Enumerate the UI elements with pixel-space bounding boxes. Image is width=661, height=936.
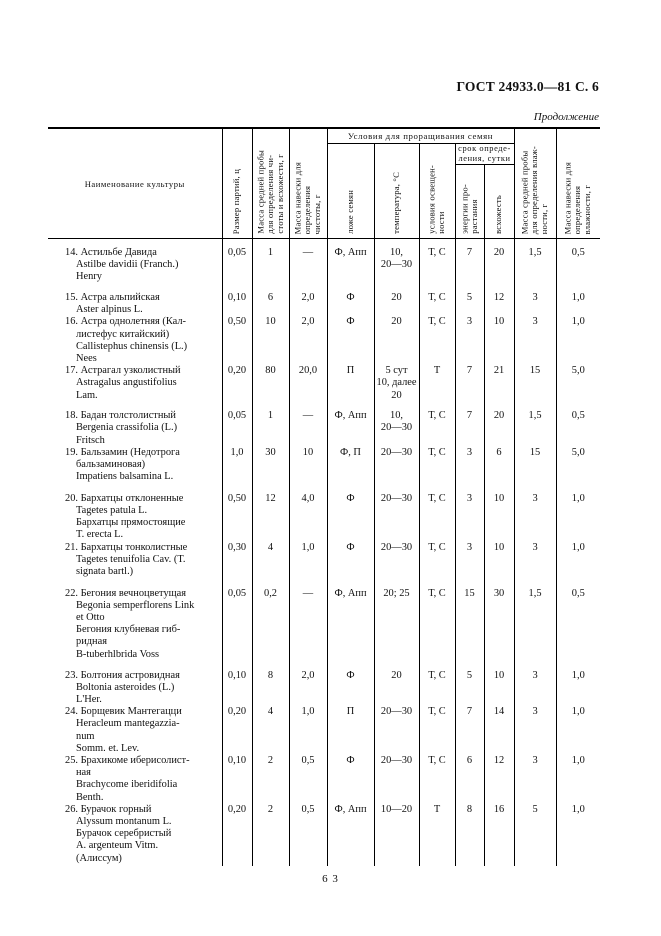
avg-sample-moisture-cell: 3 bbox=[514, 670, 556, 707]
column-header-weigh-purity: Масса навески для определения чистоты, г bbox=[289, 128, 327, 239]
culture-name-line: Astragalus angustifolius bbox=[76, 377, 177, 389]
culture-name-line: 18. Бадан толстолистный bbox=[65, 410, 176, 422]
column-header-weigh-moisture: Масса навески для определения влажности, г bbox=[556, 128, 600, 239]
germination-cell: 21 bbox=[484, 365, 514, 410]
avg-sample-moisture-cell: 3 bbox=[514, 542, 556, 588]
lot-size-cell: 0,05 bbox=[222, 588, 252, 670]
lot-size-cell: 0,05 bbox=[222, 410, 252, 447]
culture-name-line: B-tuberhlbrida Voss bbox=[76, 648, 160, 660]
column-header-lighting: условия освещен- ности bbox=[419, 144, 455, 239]
seed-bed-cell: П bbox=[327, 706, 374, 755]
culture-name-line: num bbox=[76, 730, 95, 742]
document-header: ГОСТ 24933.0—81 С. 6 bbox=[456, 79, 599, 94]
culture-name-line: L'Her. bbox=[76, 694, 102, 706]
culture-name-line: Callistephus chinensis (L.) bbox=[76, 340, 188, 352]
culture-name-line: 26. Бурачок горный bbox=[65, 803, 152, 815]
weigh-moisture-cell: 5,0 bbox=[556, 447, 600, 493]
culture-name-line: A. argenteum Vitm. bbox=[76, 840, 159, 852]
avg-sample-moisture-cell: 3 bbox=[514, 755, 556, 804]
culture-name-cell bbox=[48, 292, 222, 316]
germination-energy-cell: 7 bbox=[455, 239, 484, 293]
culture-name-cell bbox=[48, 447, 222, 493]
column-header-energy: энергии про- растания bbox=[455, 165, 484, 239]
table-row bbox=[48, 239, 600, 293]
culture-name-line: T. erecta L. bbox=[76, 529, 124, 541]
seed-bed-cell: Ф bbox=[327, 542, 374, 588]
seed-bed-cell: П bbox=[327, 365, 374, 410]
culture-name-cell bbox=[48, 804, 222, 866]
culture-name-line: 16. Астра однолетняя (Кал- bbox=[65, 316, 186, 328]
germination-cell: 12 bbox=[484, 292, 514, 316]
table-row bbox=[48, 292, 600, 316]
temperature-cell: 10, 20—30 bbox=[374, 239, 419, 293]
culture-name-line: Boltonia asteroides (L.) bbox=[76, 681, 175, 693]
seed-bed-cell: Ф bbox=[327, 493, 374, 542]
weigh-moisture-cell: 1,0 bbox=[556, 755, 600, 804]
weigh-moisture-cell: 1,0 bbox=[556, 542, 600, 588]
weigh-moisture-cell: 5,0 bbox=[556, 365, 600, 410]
lighting-cell: Т, С bbox=[419, 447, 455, 493]
avg-sample-moisture-cell: 3 bbox=[514, 493, 556, 542]
avg-sample-cell: 4 bbox=[252, 706, 289, 755]
culture-name-line: Fritsch bbox=[76, 434, 105, 446]
germination-energy-cell: 3 bbox=[455, 493, 484, 542]
lot-size-cell: 0,50 bbox=[222, 316, 252, 365]
culture-name-line: ридная bbox=[76, 636, 107, 648]
table-row bbox=[48, 542, 600, 588]
avg-sample-cell: 1 bbox=[252, 239, 289, 293]
avg-sample-moisture-cell: 15 bbox=[514, 447, 556, 493]
culture-name-line: Bergenia crassifolia (L.) bbox=[76, 422, 178, 434]
culture-name-line: 23. Болтония астровидная bbox=[65, 669, 180, 681]
germination-energy-cell: 7 bbox=[455, 706, 484, 755]
seed-bed-cell: Ф, Апп bbox=[327, 239, 374, 293]
seed-bed-cell: Ф bbox=[327, 316, 374, 365]
lot-size-cell: 0,10 bbox=[222, 292, 252, 316]
lot-size-cell: 0,10 bbox=[222, 670, 252, 707]
table-row bbox=[48, 706, 600, 755]
culture-name-line: листефус китайский) bbox=[76, 328, 170, 340]
culture-name-line: Бархатцы прямостоящие bbox=[76, 517, 186, 529]
culture-name-line: 21. Бархатцы тонколистные bbox=[65, 541, 188, 553]
germination-cell: 20 bbox=[484, 239, 514, 293]
weigh-moisture-cell: 1,0 bbox=[556, 292, 600, 316]
culture-name-line: Henry bbox=[76, 271, 102, 283]
table-row bbox=[48, 755, 600, 804]
avg-sample-cell: 12 bbox=[252, 493, 289, 542]
culture-name-cell bbox=[48, 365, 222, 410]
germination-cell: 14 bbox=[484, 706, 514, 755]
temperature-cell: 20; 25 bbox=[374, 588, 419, 670]
lighting-cell: Т bbox=[419, 365, 455, 410]
lot-size-cell: 0,05 bbox=[222, 239, 252, 293]
weigh-moisture-cell: 1,0 bbox=[556, 670, 600, 707]
weigh-purity-cell: 4,0 bbox=[289, 493, 327, 542]
germination-energy-cell: 3 bbox=[455, 447, 484, 493]
weigh-purity-cell: 0,5 bbox=[289, 804, 327, 866]
germination-energy-cell: 3 bbox=[455, 542, 484, 588]
avg-sample-moisture-cell: 3 bbox=[514, 706, 556, 755]
lot-size-cell: 0,10 bbox=[222, 755, 252, 804]
culture-name-line: 17. Астрагал узколистный bbox=[65, 365, 181, 377]
germination-cell: 10 bbox=[484, 316, 514, 365]
lighting-cell: Т bbox=[419, 804, 455, 866]
germination-cell: 12 bbox=[484, 755, 514, 804]
lot-size-cell: 0,20 bbox=[222, 706, 252, 755]
culture-name-line: (Алиссум) bbox=[76, 852, 122, 864]
temperature-cell: 20 bbox=[374, 316, 419, 365]
continuation-label: Продолжение bbox=[533, 111, 599, 123]
germination-cell: 10 bbox=[484, 542, 514, 588]
culture-name-line: Tagetes patula L. bbox=[76, 505, 148, 517]
table-row bbox=[48, 410, 600, 447]
germination-energy-cell: 7 bbox=[455, 410, 484, 447]
lighting-cell: Т, С bbox=[419, 493, 455, 542]
avg-sample-cell: 2 bbox=[252, 755, 289, 804]
culture-name-cell bbox=[48, 755, 222, 804]
weigh-moisture-cell: 1,0 bbox=[556, 493, 600, 542]
temperature-cell: 20—30 bbox=[374, 447, 419, 493]
temperature-cell: 20—30 bbox=[374, 493, 419, 542]
lighting-cell: Т, С bbox=[419, 292, 455, 316]
culture-name-line: Lam. bbox=[76, 389, 98, 401]
table-row bbox=[48, 588, 600, 670]
avg-sample-moisture-cell: 15 bbox=[514, 365, 556, 410]
culture-name-line: 25. Брахикоме иберисолист- bbox=[65, 755, 190, 767]
weigh-purity-cell: — bbox=[289, 410, 327, 447]
lot-size-cell: 0,20 bbox=[222, 365, 252, 410]
culture-name-line: et Otto bbox=[76, 612, 105, 624]
weigh-purity-cell: 20,0 bbox=[289, 365, 327, 410]
lighting-cell: Т, С bbox=[419, 588, 455, 670]
temperature-cell: 20 bbox=[374, 670, 419, 707]
weigh-moisture-cell: 1,0 bbox=[556, 706, 600, 755]
culture-name-line: ная bbox=[76, 767, 91, 779]
lot-size-cell: 0,20 bbox=[222, 804, 252, 866]
table-row bbox=[48, 670, 600, 707]
germination-cell: 10 bbox=[484, 493, 514, 542]
lighting-cell: Т, С bbox=[419, 706, 455, 755]
germination-cell: 10 bbox=[484, 670, 514, 707]
culture-name-line: Tagetes tenuifolia Cav. (T. bbox=[76, 553, 186, 565]
lot-size-cell: 0,30 bbox=[222, 542, 252, 588]
avg-sample-cell: 10 bbox=[252, 316, 289, 365]
column-header-temperature: температура, °С bbox=[374, 144, 419, 239]
avg-sample-cell: 80 bbox=[252, 365, 289, 410]
weigh-moisture-cell: 0,5 bbox=[556, 410, 600, 447]
weigh-purity-cell: 1,0 bbox=[289, 542, 327, 588]
column-group-period: срок опреде- ления, сутки bbox=[455, 144, 514, 165]
column-header-avg-sample: Масса средней пробы для определения чи- стоты и всхожести, г bbox=[252, 128, 289, 239]
table-row bbox=[48, 493, 600, 542]
culture-name-line: Brachycome iberidifolia bbox=[76, 779, 178, 791]
culture-name-line: бальзаминовая) bbox=[76, 459, 146, 471]
table-row bbox=[48, 447, 600, 493]
avg-sample-cell: 1 bbox=[252, 410, 289, 447]
lighting-cell: Т, С bbox=[419, 755, 455, 804]
seed-bed-cell: Ф, Апп bbox=[327, 588, 374, 670]
seed-testing-table bbox=[48, 127, 600, 866]
avg-sample-moisture-cell: 1,5 bbox=[514, 239, 556, 293]
temperature-cell: 5 сут 10, далее 20 bbox=[374, 365, 419, 410]
avg-sample-moisture-cell: 3 bbox=[514, 316, 556, 365]
culture-name-line: Бегония клубневая гиб- bbox=[76, 624, 181, 636]
culture-name-line: 24. Борщевик Мантегацци bbox=[65, 706, 182, 718]
culture-name-line: Nees bbox=[76, 353, 97, 365]
lighting-cell: Т, С bbox=[419, 410, 455, 447]
weigh-purity-cell: 1,0 bbox=[289, 706, 327, 755]
weigh-moisture-cell: 1,0 bbox=[556, 804, 600, 866]
column-header-germination: всхожесть bbox=[484, 165, 514, 239]
weigh-purity-cell: 10 bbox=[289, 447, 327, 493]
seed-bed-cell: Ф bbox=[327, 670, 374, 707]
germination-energy-cell: 15 bbox=[455, 588, 484, 670]
culture-name-line: Somm. et. Lev. bbox=[76, 742, 140, 754]
culture-name-line: Benth. bbox=[76, 791, 104, 803]
column-header-lot-size: Размер партий, ц bbox=[222, 128, 252, 239]
weigh-moisture-cell: 1,0 bbox=[556, 316, 600, 365]
culture-name-line: Бурачок серебристый bbox=[76, 828, 172, 840]
lot-size-cell: 1,0 bbox=[222, 447, 252, 493]
avg-sample-moisture-cell: 3 bbox=[514, 292, 556, 316]
lighting-cell: Т, С bbox=[419, 316, 455, 365]
culture-name-line: 15. Астра альпийская bbox=[65, 292, 160, 303]
culture-name-line: signata bartl.) bbox=[76, 566, 134, 578]
weigh-purity-cell: 2,0 bbox=[289, 316, 327, 365]
weigh-purity-cell: 0,5 bbox=[289, 755, 327, 804]
germination-cell: 16 bbox=[484, 804, 514, 866]
culture-name-line: Aster alpinus L. bbox=[76, 304, 143, 316]
temperature-cell: 10—20 bbox=[374, 804, 419, 866]
column-group-conditions: Условия для проращивания семян bbox=[327, 128, 514, 144]
weigh-purity-cell: — bbox=[289, 588, 327, 670]
culture-name-cell bbox=[48, 706, 222, 755]
germination-cell: 30 bbox=[484, 588, 514, 670]
seed-bed-cell: Ф bbox=[327, 292, 374, 316]
temperature-cell: 20 bbox=[374, 292, 419, 316]
temperature-cell: 20—30 bbox=[374, 706, 419, 755]
table-row bbox=[48, 316, 600, 365]
culture-name-line: 19. Бальзамин (Недотрога bbox=[65, 446, 180, 458]
lighting-cell: Т, С bbox=[419, 542, 455, 588]
weigh-moisture-cell: 0,5 bbox=[556, 239, 600, 293]
culture-name-line: Heracleum mantegazzia- bbox=[76, 718, 180, 730]
germination-energy-cell: 8 bbox=[455, 804, 484, 866]
temperature-cell: 20—30 bbox=[374, 755, 419, 804]
avg-sample-cell: 30 bbox=[252, 447, 289, 493]
avg-sample-moisture-cell: 1,5 bbox=[514, 588, 556, 670]
column-header-bed: ложе семян bbox=[327, 144, 374, 239]
column-header-name: Наименование культуры bbox=[48, 128, 222, 239]
seed-bed-cell: Ф, Апп bbox=[327, 410, 374, 447]
germination-energy-cell: 5 bbox=[455, 670, 484, 707]
table-row bbox=[48, 365, 600, 410]
weigh-purity-cell: — bbox=[289, 239, 327, 293]
weigh-purity-cell: 2,0 bbox=[289, 670, 327, 707]
page-number: 6 3 bbox=[322, 873, 339, 885]
germination-cell: 6 bbox=[484, 447, 514, 493]
avg-sample-cell: 8 bbox=[252, 670, 289, 707]
germination-energy-cell: 5 bbox=[455, 292, 484, 316]
culture-name-line: Begonia semperflorens Link bbox=[76, 599, 195, 611]
avg-sample-cell: 4 bbox=[252, 542, 289, 588]
lighting-cell: Т, С bbox=[419, 670, 455, 707]
culture-name-line: 14. Астильбе Давида bbox=[65, 247, 157, 258]
culture-name-cell bbox=[48, 239, 222, 293]
lot-size-cell: 0,50 bbox=[222, 493, 252, 542]
avg-sample-moisture-cell: 1,5 bbox=[514, 410, 556, 447]
temperature-cell: 20—30 bbox=[374, 542, 419, 588]
weigh-moisture-cell: 0,5 bbox=[556, 588, 600, 670]
avg-sample-moisture-cell: 5 bbox=[514, 804, 556, 866]
seed-bed-cell: Ф bbox=[327, 755, 374, 804]
lighting-cell: Т, С bbox=[419, 239, 455, 293]
culture-name-cell bbox=[48, 316, 222, 365]
culture-name-cell bbox=[48, 542, 222, 588]
culture-name-line: Alyssum montanum L. bbox=[76, 816, 172, 828]
avg-sample-cell: 6 bbox=[252, 292, 289, 316]
avg-sample-cell: 2 bbox=[252, 804, 289, 866]
germination-cell: 20 bbox=[484, 410, 514, 447]
culture-name-line: 22. Бегония вечноцветущая bbox=[65, 587, 187, 599]
culture-name-cell bbox=[48, 493, 222, 542]
germination-energy-cell: 3 bbox=[455, 316, 484, 365]
culture-name-line: Astilbe davidii (Franch.) bbox=[76, 259, 179, 271]
weigh-purity-cell: 2,0 bbox=[289, 292, 327, 316]
culture-name-cell bbox=[48, 410, 222, 447]
table-row bbox=[48, 804, 600, 866]
avg-sample-cell: 0,2 bbox=[252, 588, 289, 670]
column-header-avg-sample-moisture: Масса средней пробы для определения влаж- ности, г bbox=[514, 128, 556, 239]
germination-energy-cell: 6 bbox=[455, 755, 484, 804]
culture-name-cell bbox=[48, 670, 222, 707]
seed-bed-cell: Ф, П bbox=[327, 447, 374, 493]
culture-name-line: Impatiens balsamina L. bbox=[76, 471, 174, 483]
germination-energy-cell: 7 bbox=[455, 365, 484, 410]
culture-name-line: 20. Бархатцы отклоненные bbox=[65, 492, 184, 504]
temperature-cell: 10, 20—30 bbox=[374, 410, 419, 447]
culture-name-cell bbox=[48, 588, 222, 670]
seed-bed-cell: Ф, Апп bbox=[327, 804, 374, 866]
